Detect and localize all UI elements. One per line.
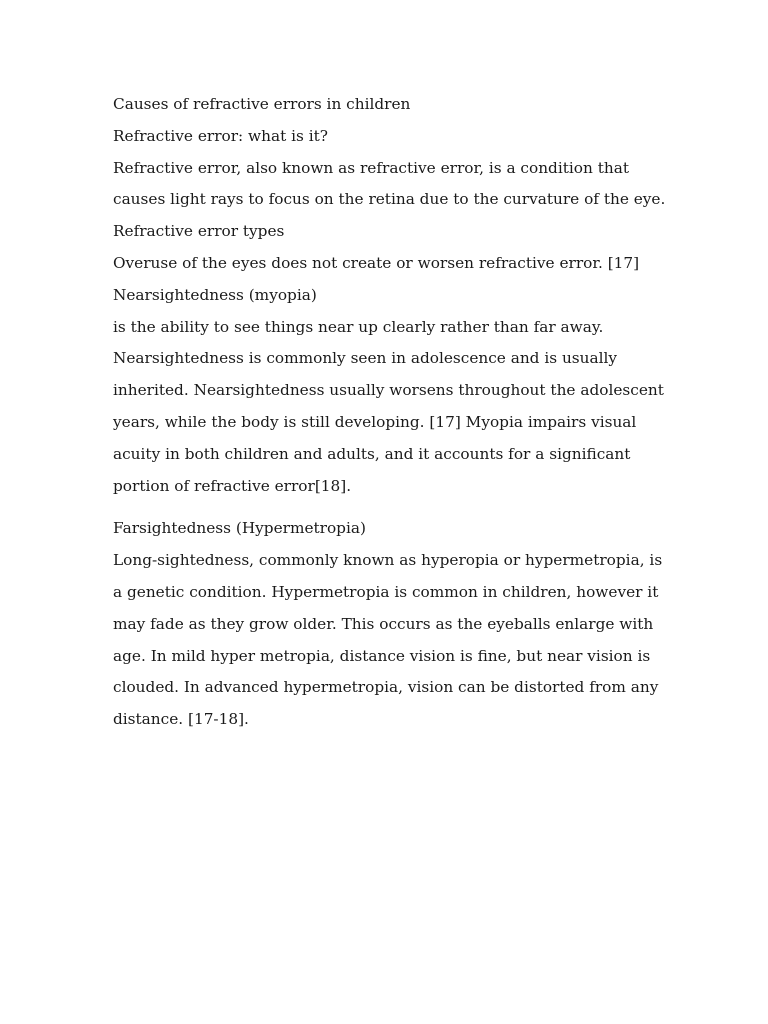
text-line: years, while the body is still developing. [17] Myopia impairs visual [113,412,637,431]
text-line: clouded. In advanced hypermetropia, vision can be distorted from any [113,678,659,697]
text-line: causes light rays to focus on the retina due to the curvature of the eye. [113,190,666,209]
section-heading-myopia: Nearsightedness (myopia) [113,285,317,304]
section-heading-hypermetropia: Farsightedness (Hypermetropia) [113,519,366,538]
paragraph-spacer [113,502,658,513]
text-line: portion of refractive error[18]. [113,476,352,495]
text-line: Refractive error, also known as refractive error, is a condition that [113,158,629,177]
text-line: Long-sightedness, commonly known as hyperopia or hypermetropia, is [113,551,663,570]
text-line: age. In mild hyper metropia, distance vision is fine, but near vision is [113,646,651,665]
document-title: Causes of refractive errors in children [113,95,411,113]
section-heading-what-is-it: Refractive error: what is it? [113,126,328,145]
text-line: may fade as they grow older. This occurs as the eyeballs enlarge with [113,614,654,633]
document-body [113,89,666,736]
text-line: distance. [17-18]. [113,710,249,729]
text-line: a genetic condition. Hypermetropia is common in children, however it [113,582,659,601]
section-heading-types: Refractive error types [113,222,285,241]
text-line: Overuse of the eyes does not create or worsen refractive error. [17] [113,253,640,272]
text-line: is the ability to see things near up clearly rather than far away. [113,317,604,336]
text-line: inherited. Nearsightedness usually worsens throughout the adolescent [113,381,664,400]
text-line: acuity in both children and adults, and it accounts for a significant [113,444,631,463]
text-line: Nearsightedness is commonly seen in adolescence and is usually [113,349,618,368]
